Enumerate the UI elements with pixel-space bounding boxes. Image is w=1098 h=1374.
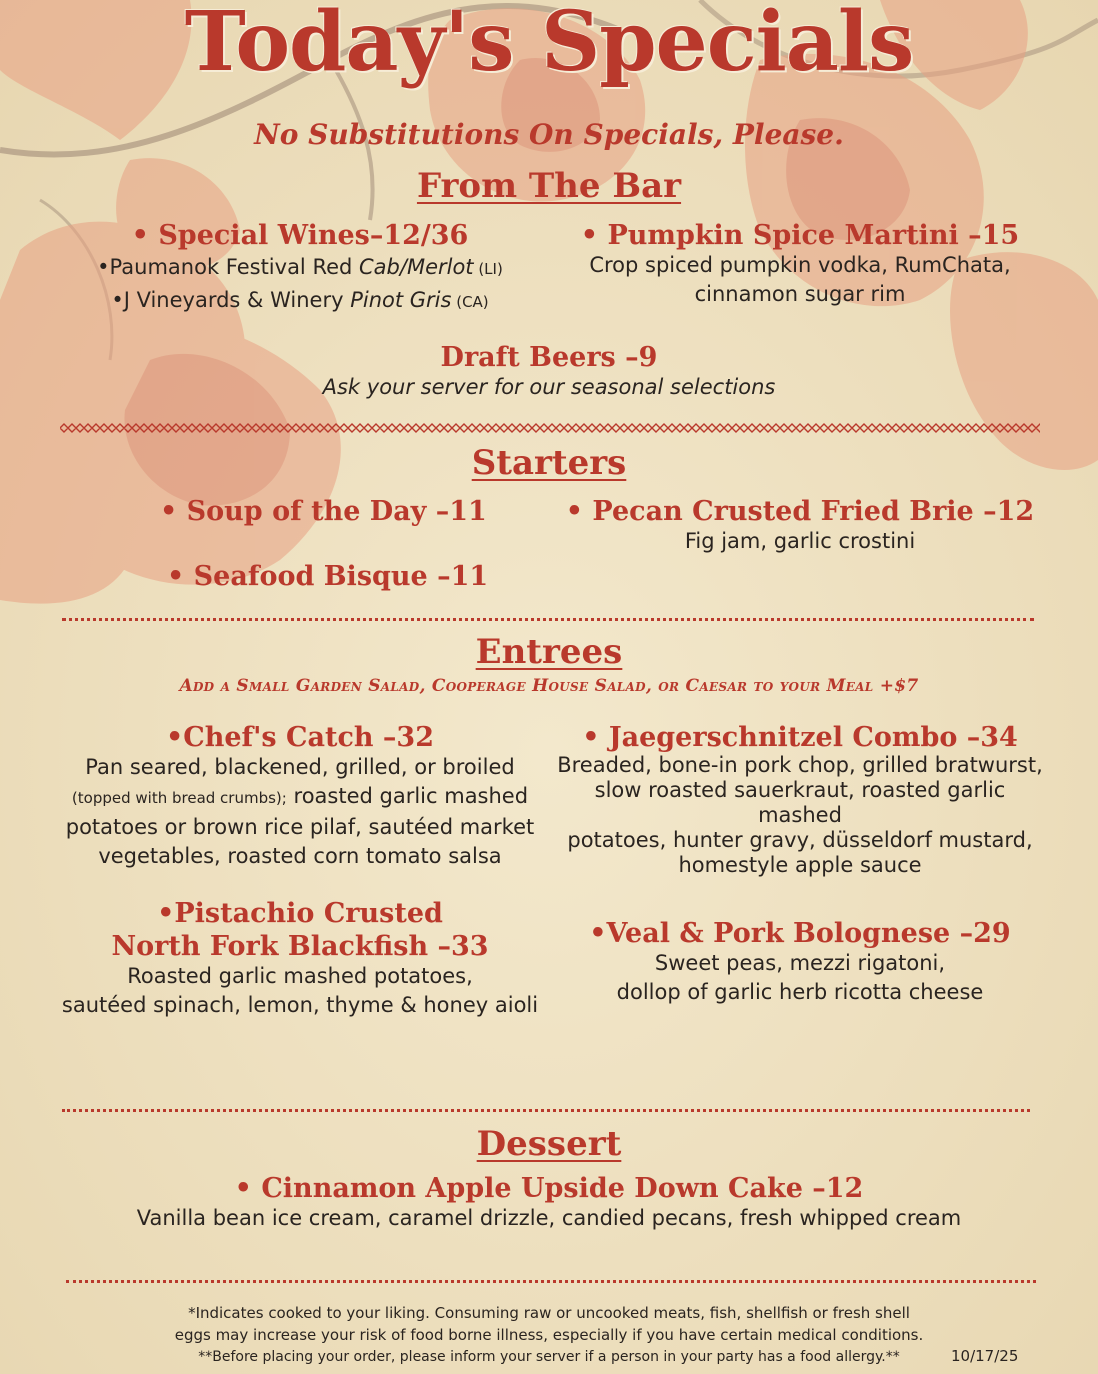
zigzag-divider — [60, 422, 1040, 434]
soup-of-the-day-item — [160, 496, 487, 527]
soup-of-the-day-title: • Soup of the Day –11 — [160, 496, 487, 527]
apple-cake-block — [0, 1173, 1098, 1233]
wine-origin-j-vineyards: (CA) — [451, 293, 489, 311]
chefs-catch-desc-line3: potatoes or brown rice pilaf, sautéed market — [65, 815, 535, 839]
blackfish-title-line2: North Fork Blackfish –33 — [111, 931, 489, 962]
apple-cake-desc: Vanilla bean ice cream, caramel drizzle, candied pecans, fresh whipped cream — [136, 1206, 962, 1230]
jaegerschnitzel-desc-line1: Breaded, bone-in pork chop, grilled bratwurst, — [557, 753, 1043, 777]
blackfish-desc-line2: sautéed spinach, lemon, thyme & honey aioli — [61, 993, 539, 1017]
special-wines-title: • Special Wines–12/36 — [131, 220, 469, 251]
dotted-divider-starters — [62, 618, 1034, 621]
blackfish-block — [40, 898, 560, 1020]
menu-title: Today's Specials — [184, 0, 914, 90]
chefs-catch-sides: roasted garlic mashed — [286, 784, 529, 808]
menu-date: 10/17/25 — [951, 1347, 1019, 1365]
jaegerschnitzel-title: • Jaegerschnitzel Combo –34 — [582, 722, 1018, 753]
wine-origin-paumanok: (LI) — [473, 260, 503, 278]
wine-line-j-vineyards — [40, 286, 560, 317]
jaegerschnitzel-block — [550, 722, 1050, 878]
chefs-catch-desc-line4: vegetables, roasted corn tomato salsa — [98, 844, 502, 868]
bolognese-desc-line1: Sweet peas, mezzi rigatoni, — [654, 951, 946, 975]
wine-varietal-j-vineyards: Pinot Gris — [350, 288, 452, 312]
draft-beers-block — [0, 342, 1098, 402]
chefs-catch-desc-line1: Pan seared, blackened, grilled, or broiled — [85, 755, 515, 779]
chefs-catch-desc-line2 — [40, 782, 560, 813]
wine-varietal-paumanok: Cab/Merlot — [359, 255, 474, 279]
dotted-divider-dessert — [66, 1280, 1036, 1283]
blackfish-title-line1: •Pistachio Crusted — [157, 898, 443, 929]
health-disclaimer-line1: *Indicates cooked to your liking. Consuming raw or uncooked meats, fish, shellfish or fresh shell — [188, 1304, 910, 1322]
section-heading-dessert: Dessert — [476, 1124, 622, 1164]
seafood-bisque-title: • Seafood Bisque –11 — [167, 561, 489, 592]
draft-beers-desc: Ask your server for our seasonal selections — [322, 375, 776, 399]
fried-brie-block — [560, 496, 1040, 556]
dotted-divider-entrees — [62, 1109, 1030, 1112]
chefs-catch-block — [40, 722, 560, 871]
salad-add-on-note: Add a Small Garden Salad, Cooperage House Salad, or Caesar to your Meal +$7 — [179, 676, 919, 696]
fried-brie-title: • Pecan Crusted Fried Brie –12 — [565, 496, 1035, 527]
jaegerschnitzel-desc-line4: homestyle apple sauce — [678, 853, 922, 877]
section-heading-entrees: Entrees — [475, 632, 623, 672]
pumpkin-martini-title: • Pumpkin Spice Martini –15 — [580, 220, 1020, 251]
chefs-catch-topping-note: (topped with bread crumbs); — [71, 789, 287, 807]
jaegerschnitzel-desc-line2: slow roasted sauerkraut, roasted garlic mashed — [594, 778, 1006, 827]
pumpkin-martini-desc-line2: cinnamon sugar rim — [694, 282, 906, 306]
bolognese-block — [560, 918, 1040, 1007]
no-substitutions-note: No Substitutions On Specials, Please. — [254, 118, 844, 151]
bolognese-title: •Veal & Pork Bolognese –29 — [589, 918, 1011, 949]
pumpkin-martini-desc-line1: Crop spiced pumpkin vodka, RumChata, — [589, 253, 1011, 277]
wine-name-paumanok: •Paumanok Festival Red — [97, 255, 360, 279]
wine-name-j-vineyards: •J Vineyards & Winery — [111, 288, 351, 312]
section-heading-bar: From The Bar — [416, 166, 682, 206]
draft-beers-title: Draft Beers –9 — [440, 342, 658, 373]
health-disclaimer-line2: eggs may increase your risk of food borne illness, especially if you have certain medical conditions. — [174, 1326, 924, 1344]
apple-cake-title: • Cinnamon Apple Upside Down Cake –12 — [234, 1173, 864, 1204]
seafood-bisque-item — [167, 561, 488, 592]
chefs-catch-title: •Chef's Catch –32 — [165, 722, 435, 753]
wine-line-paumanok — [40, 253, 560, 284]
section-heading-starters: Starters — [471, 443, 627, 483]
fried-brie-desc: Fig jam, garlic crostini — [684, 529, 916, 553]
bolognese-desc-line2: dollop of garlic herb ricotta cheese — [616, 980, 984, 1004]
jaegerschnitzel-desc-line3: potatoes, hunter gravy, düsseldorf mustard, — [567, 828, 1033, 852]
pumpkin-martini-block — [560, 220, 1040, 309]
allergy-notice: **Before placing your order, please inform your server if a person in your party has a food allergy.** — [198, 1349, 900, 1365]
blackfish-desc-line1: Roasted garlic mashed potatoes, — [127, 964, 473, 988]
special-wines-block — [40, 220, 560, 317]
